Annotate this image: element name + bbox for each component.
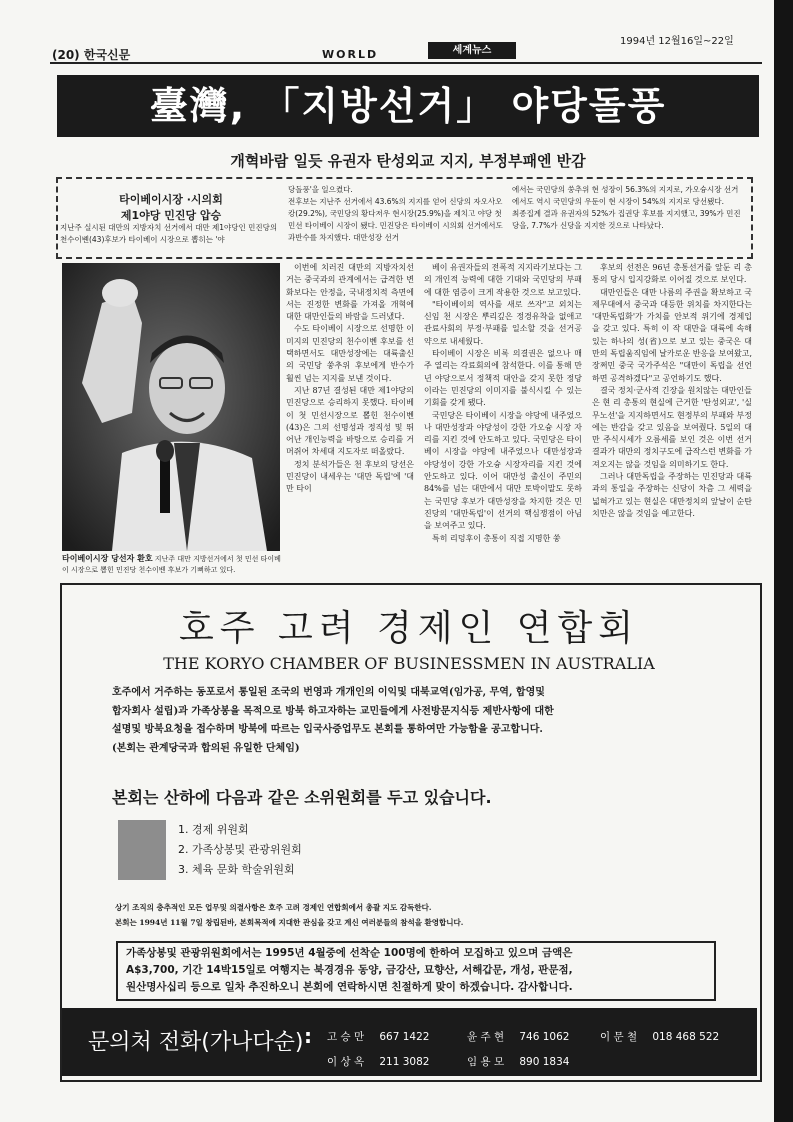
article-column-2	[424, 262, 582, 545]
subheadline: 개혁바람 일듯 유권자 탄성외교 지지, 부정부패엔 반감	[230, 152, 586, 170]
ad-body-line: (본회는 관계당국과 합의된 유일한 단체임)	[112, 742, 300, 754]
ad-committee-heading: 본회는 산하에 다음과 같은 소위원회를 두고 있습니다.	[112, 788, 492, 807]
article-paragraph: 대만인들은 대만 나름의 주권을 확보하고 국제무대에서 중국과 대등한 위치를 차지한다는 '대만독립화'가 가치를 안보적 위기에 경제입을 갖고 있다. 특히 이 작 대만을 대륙에 속해있는 하나의 성(省)으로 보고 있는 중국은 대만의 독립움직임에 날카로운 반응을 보여왔고, 장쩌민 중국 국가주석은 "대만이 독립을 선언하면 공격하겠다"고 공언하기도 했다.	[592, 287, 752, 383]
committee-list	[178, 820, 302, 880]
ad-tour-line: A$3,700, 기간 14박15일로 여행지는 북경경유 동양, 금강산, 묘향산, 서해갑문, 개성, 판문점,	[126, 964, 573, 976]
contact-name: 이 상 옥	[327, 1056, 365, 1068]
news-photo	[62, 263, 280, 551]
article-paragraph: 그러나 대만독립을 주장하는 민진당과 대륙과의 통일을 주장하는 신당이 차츰 그 세력을 넓혀가고 있는 현실은 대만정치의 앞날이 순탄치만은 않을 것임을 예고한다.	[592, 472, 752, 518]
contact-colon: :	[304, 1024, 312, 1048]
caption-text: 지난주 대만 지방선거에서 첫 민선 타이베이 시장으로 뽑힌 민진당 천수이볜 후보가 기뻐하고 있다.	[62, 555, 281, 574]
ad-body	[112, 684, 712, 758]
article-paragraph: 국민당은 타이베이 시장을 야당에 내주었으나 대만성장과 야당성이 강한 가오슝 시장 자리를 지킨 것에 안도하고 있다. 국민당은 타이베이 시장을 야당에 내주었으나 대만성장과 야당성이 강한 가오슝 시장자리를 지킨 것에 안도하고 있다. 이어 대만성 출신이 주민의 84%를 넘는 대만에서 대만 토박이말도 못하는 국민당 후보가 대만성장을 차지한 것은 민진당의 '대만독립'이 선거의 핵심쟁점이 아님을 보여주고 있다.	[424, 410, 582, 531]
ad-note-line: 상기 조직의 충추적인 모든 업무및 의결사항은 호주 고려 경제인 연합회에서 총괄 지도 감독한다.	[115, 903, 432, 912]
contact-phone: 667 1422	[379, 1031, 430, 1043]
contact-phone: 211 3082	[379, 1056, 430, 1068]
ad-tour-line: 가족상봉및 관광위원회에서는 1995년 4월중에 선착순 100명에 한하여 모집하고 있으며 금액은	[126, 947, 573, 959]
ad-note-line: 본회는 1994년 11월 7일 창립된바, 본회목적에 지대한 관심을 갖고 계신 여러분들의 참석을 환영합니다.	[115, 918, 464, 927]
page-number: (20) 한국신문	[52, 48, 131, 62]
page-edge	[774, 0, 793, 1122]
article-paragraph: 후보의 선전은 96년 총통선거를 앞둔 리 총통의 당시 입지강화로 이어질 것으로 보인다.	[592, 263, 752, 285]
article-paragraph: 결국 정치·군사적 긴장을 원치않는 대만인들은 현 리 총통의 현실에 근거한 '탄성외교', '실무노선'을 지지하면서도 현정부의 부패와 부정에는 반감을 갖고 있음을 보여줬다. 5일의 대만 주식시세가 오름세를 보인 것은 이번 선거결과가 대만의 정치구도에 급작스런 변화를 가져오지는 않을 것임을 의미하기도 한다.	[592, 385, 752, 469]
ad-gray-swatch	[118, 820, 166, 880]
summary-text-3: 에서는 국민당의 쑹추위 현 성장이 56.3%의 지지로, 가오슝시장 선거에서도 역시 국민당의 우둔이 현 시장이 54%의 지지로 당선됐다. 최종집계 결과 유권자의 52%가 집권당 후보를 지지했고, 39%가 민진당을, 7.7%가 신당을 지지한 것으로 나타났다.	[512, 185, 741, 230]
article-paragraph: 지난 87년 결성된 대만 제1야당의 민진당으로 승리하지 못했다. 타이베이 첫 민선시장으로 뽑힌 천수이볜(43)은 그의 선명성과 정직성 및 뛰어난 개인능력을 바탕으로 승리를 거머쥐어 차세대 지도자로 떠올랐다.	[286, 385, 414, 457]
ad-title: 호주 고려 경제인 연합회	[178, 608, 640, 649]
ad-body-line: 합자회사 설립)과 가족상봉을 목적으로 방북 하고자하는 교민들에게 사전방문지식등 제반사항에 대한	[112, 705, 554, 717]
issue-date: 1994년 12월16일~22일	[620, 36, 734, 47]
ad-notes	[115, 900, 725, 930]
contact-label: 문의처 전화(가나다순)	[88, 1030, 304, 1055]
article-paragraph: "타이베이의 역사를 새로 쓰자"고 외치는 신임 천 시장은 뿌리깊은 정경유착을 없애고 관료사회의 부정·부패를 일소할 것을 선거공약으로 내세웠다.	[424, 299, 582, 346]
contact-entry	[467, 1025, 569, 1044]
ad-tour-line: 원산명사십리 등으로 일차 추진하오니 본회에 연락하시면 친절하게 맞이 하겠습니다. 감사합니다.	[126, 981, 573, 993]
contact-phone: 890 1834	[519, 1056, 570, 1068]
section-tag: 세계뉴스	[428, 42, 516, 59]
ad-body-line: 설명및 방북요청을 접수하며 방북에 따르는 입국사증업무도 본회를 통하여만 가능함을 공고합니다.	[112, 724, 543, 735]
header-rule	[50, 62, 762, 64]
contact-entry	[327, 1025, 429, 1044]
ad-english-title: THE KORYO CHAMBER OF BUSINESSMEN IN AUSTRALIA	[163, 654, 655, 673]
section-label: WORLD	[322, 48, 379, 61]
summary-text-1: 지난주 실시된 대만의 지방자치 선거에서 대만 제1야당인 민진당의 천수이볜(43)후보가 타이베이 시장으로 뽑히는 '야	[60, 223, 278, 244]
article-paragraph: 타이베이 시장은 비록 의결권은 없으나 매주 열리는 각료회의에 참석한다. 이를 통해 만년 야당으로서 정책적 대안을 갖지 못한 정당이라는 민진당의 이미지를 불식시킬 수 있는 기회를 갖게 됐다.	[424, 349, 582, 408]
contact-phone: 018 468 522	[652, 1031, 720, 1043]
article-paragraph: 베이 유권자들의 전폭적 지지라기보다는 그의 개인적 능력에 대한 기대와 국민당의 부패에 대한 염증이 크게 작용한 것으로 보고있다.	[424, 263, 582, 297]
article-paragraph: 정치 분석가들은 천 후보의 당선은 민진당이 내세우는 '대만 독립'에 '대만 타이	[286, 459, 414, 494]
contact-name: 임 용 모	[467, 1056, 505, 1068]
ad-tour-text	[126, 945, 706, 996]
contact-entry	[467, 1050, 569, 1069]
contact-name: 이 문 철	[600, 1031, 638, 1043]
committee-item: 1. 경제 위원회	[178, 823, 249, 836]
contact-phone: 746 1062	[519, 1031, 570, 1043]
article-paragraph: 이번에 치러진 대만의 지방자치선거는 중국과의 관계에서는 급격한 변화보다는 안정을, 국내정치적 측면에서는 진정한 변화를 가져올 개혁에 대한 대만인들의 바람을 드러냈다.	[286, 263, 414, 322]
committee-item: 3. 체육 문화 학술위원회	[178, 863, 295, 876]
summary-text-2: 당돌풍'을 일으켰다. 전후보는 지난주 선거에서 43.6%의 지지를 얻어 신당의 자오사오캉(29.2%), 국민당의 황다저우 현시장(25.9%)을 제치고 야당 첫 민선 타이베이 시장이 됐다. 민진당은 타이베이 시의회 선거에서도 과반수를 차지했다. 대만성장 선거	[288, 185, 503, 242]
contact-name: 고 승 만	[327, 1031, 365, 1043]
ad-body-line: 호주에서 거주하는 동포로서 통일된 조국의 번영과 개개인의 이익및 대북교역(임가공, 무역, 합영및	[112, 687, 545, 698]
article-paragraph: 수도 타이베이 시장으로 선명한 이미지의 민진당의 천수이볜 후보를 선택하면서도 대만성장에는 대륙출신의 국민당 쑹추위 후보에게 반수가 훨씬 넘는 지지를 보낸 것이다.	[286, 324, 414, 383]
article-paragraph: 특히 리덩후이 총통이 직접 지명한 쑹	[432, 533, 561, 543]
contact-name: 윤 주 현	[467, 1031, 505, 1043]
summary-title: 타이베이시장 ·시의회 제1야당 민진당 압승	[119, 193, 223, 222]
committee-item: 2. 가족상봉및 관광위원회	[178, 843, 302, 856]
contact-entry	[327, 1050, 429, 1069]
article-column-3	[592, 262, 752, 520]
article-column-1	[286, 262, 414, 496]
headline: 臺灣, 「지방선거」 야당돌풍	[57, 75, 759, 137]
caption-title: 타이베이시장 당선자 환호	[62, 554, 153, 563]
contact-entry	[600, 1025, 719, 1044]
photo-caption	[62, 553, 284, 576]
